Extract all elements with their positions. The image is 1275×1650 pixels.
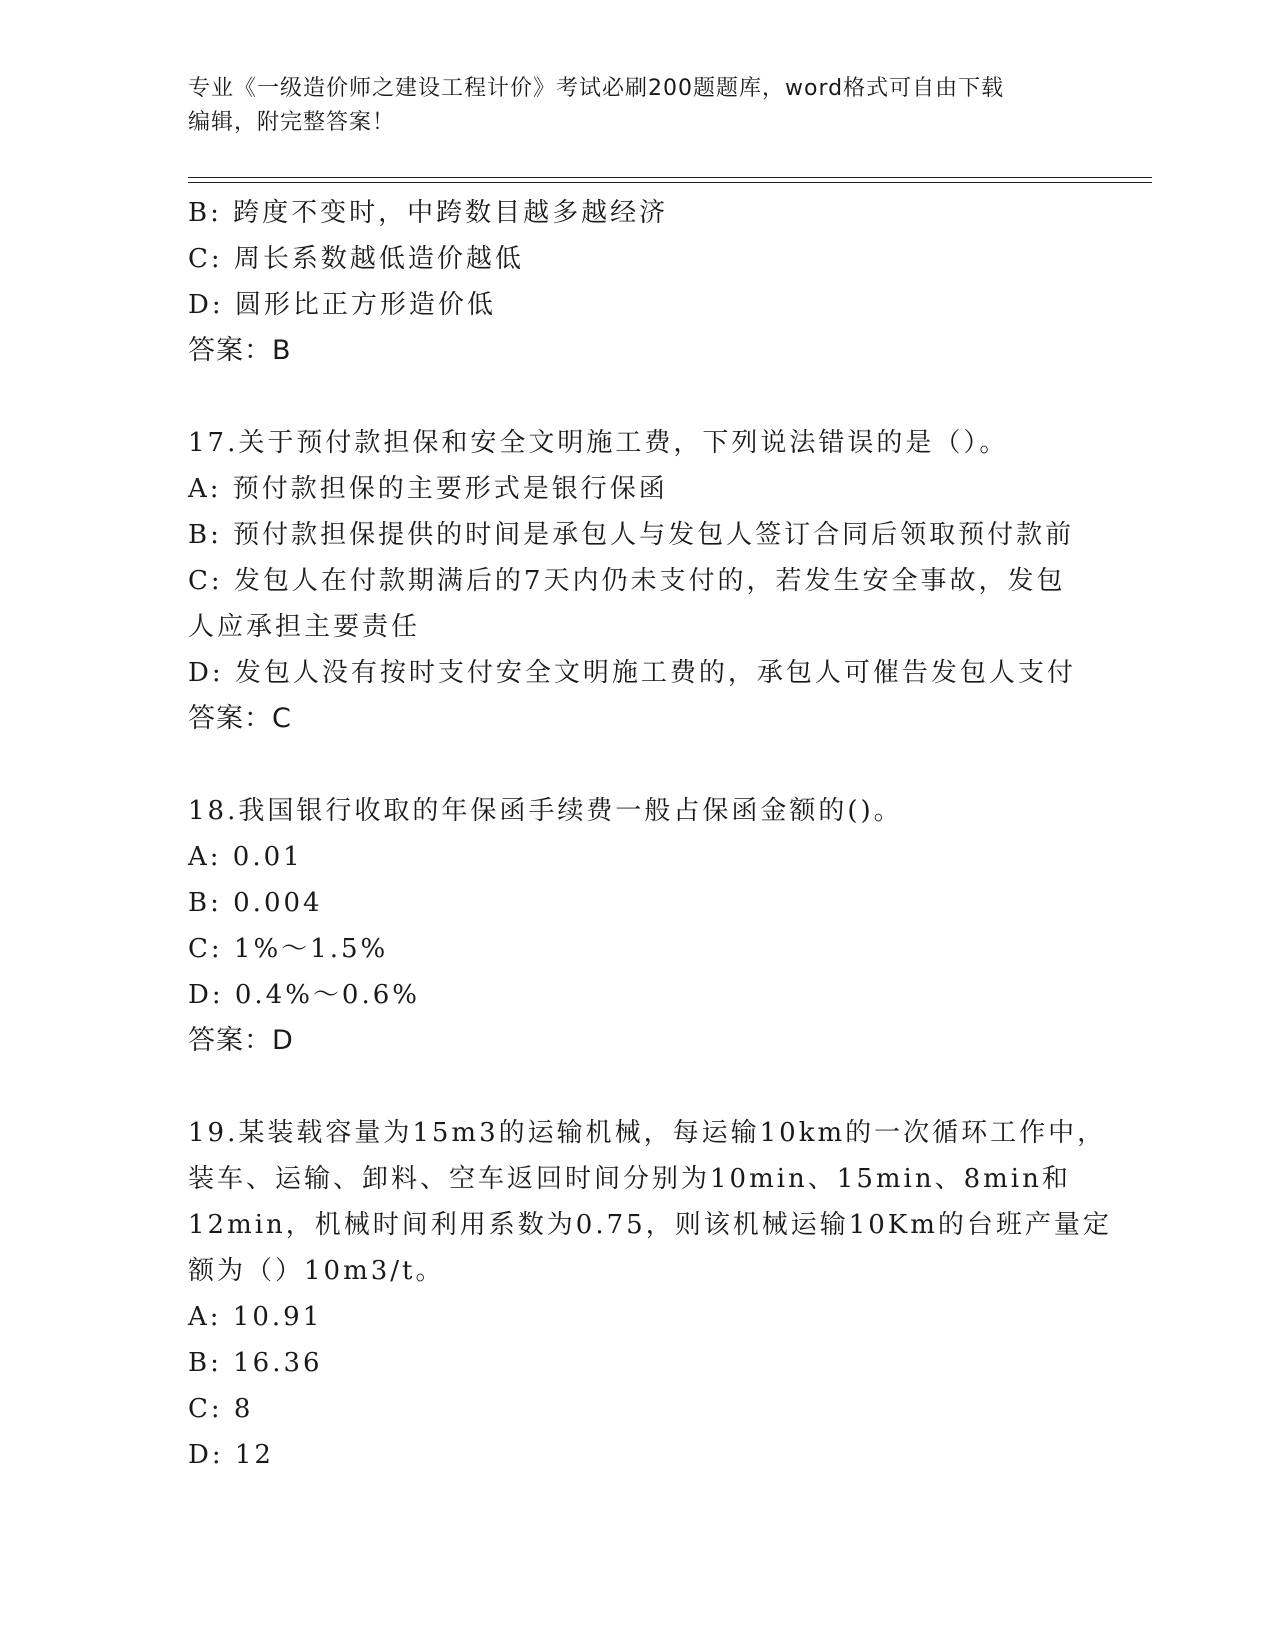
header-divider-top bbox=[188, 177, 1152, 178]
option-c: C: 发包人在付款期满后的7天内仍未支付的，若发生安全事故，发包 bbox=[188, 566, 1066, 596]
header-line-2: 编辑，附完整答案！ bbox=[188, 110, 396, 135]
option-c: C: 8 bbox=[188, 1394, 254, 1424]
spacer bbox=[188, 374, 1088, 420]
option-a: A: 10.91 bbox=[188, 1302, 323, 1332]
question-stem: 19.某装载容量为15m3的运输机械，每运输10km的一次循环工作中， bbox=[188, 1118, 1107, 1148]
option-d: D: 圆形比正方形造价低 bbox=[188, 290, 496, 320]
option-c-continued: 人应承担主要责任 bbox=[188, 612, 421, 642]
option-c: C: 1%～1.5% bbox=[188, 934, 389, 964]
question-stem-continued: 装车、运输、卸料、空车返回时间分别为10min、15min、8min和 bbox=[188, 1164, 1071, 1194]
option-b: B: 16.36 bbox=[188, 1348, 323, 1378]
question-16 bbox=[188, 190, 1088, 374]
option-b: B: 0.004 bbox=[188, 888, 323, 918]
option-a: A: 0.01 bbox=[188, 842, 303, 872]
page-header bbox=[188, 72, 1088, 140]
question-stem-continued: 12min，机械时间利用系数为0.75，则该机械运输10Km的台班产量定 bbox=[188, 1210, 1112, 1240]
spacer bbox=[188, 1064, 1088, 1110]
question-18 bbox=[188, 788, 1088, 1064]
spacer bbox=[188, 742, 1088, 788]
option-d: D: 发包人没有按时支付安全文明施工费的，承包人可催告发包人支付 bbox=[188, 658, 1076, 688]
question-stem: 18.我国银行收取的年保函手续费一般占保函金额的()。 bbox=[188, 796, 903, 826]
header-line-1: 专业《一级造价师之建设工程计价》考试必刷200题题库，word格式可自由下载 bbox=[188, 76, 1005, 101]
answer: 答案：C bbox=[188, 703, 292, 734]
question-17 bbox=[188, 420, 1088, 742]
answer: 答案：D bbox=[188, 1025, 294, 1056]
document-body bbox=[188, 190, 1112, 1478]
question-stem: 17.关于预付款担保和安全文明施工费，下列说法错误的是（）。 bbox=[188, 428, 1009, 458]
question-stem-continued: 额为（）10m3/t。 bbox=[188, 1256, 445, 1286]
option-d: D: 0.4%～0.6% bbox=[188, 980, 420, 1010]
option-d: D: 12 bbox=[188, 1440, 274, 1470]
option-a: A: 预付款担保的主要形式是银行保函 bbox=[188, 474, 668, 504]
answer: 答案：B bbox=[188, 335, 292, 366]
option-b: B: 跨度不变时，中跨数目越多越经济 bbox=[188, 198, 669, 228]
question-19 bbox=[188, 1110, 1112, 1478]
option-c: C: 周长系数越低造价越低 bbox=[188, 244, 524, 274]
header-divider-bottom bbox=[188, 182, 1152, 183]
option-b: B: 预付款担保提供的时间是承包人与发包人签订合同后领取预付款前 bbox=[188, 520, 1075, 550]
